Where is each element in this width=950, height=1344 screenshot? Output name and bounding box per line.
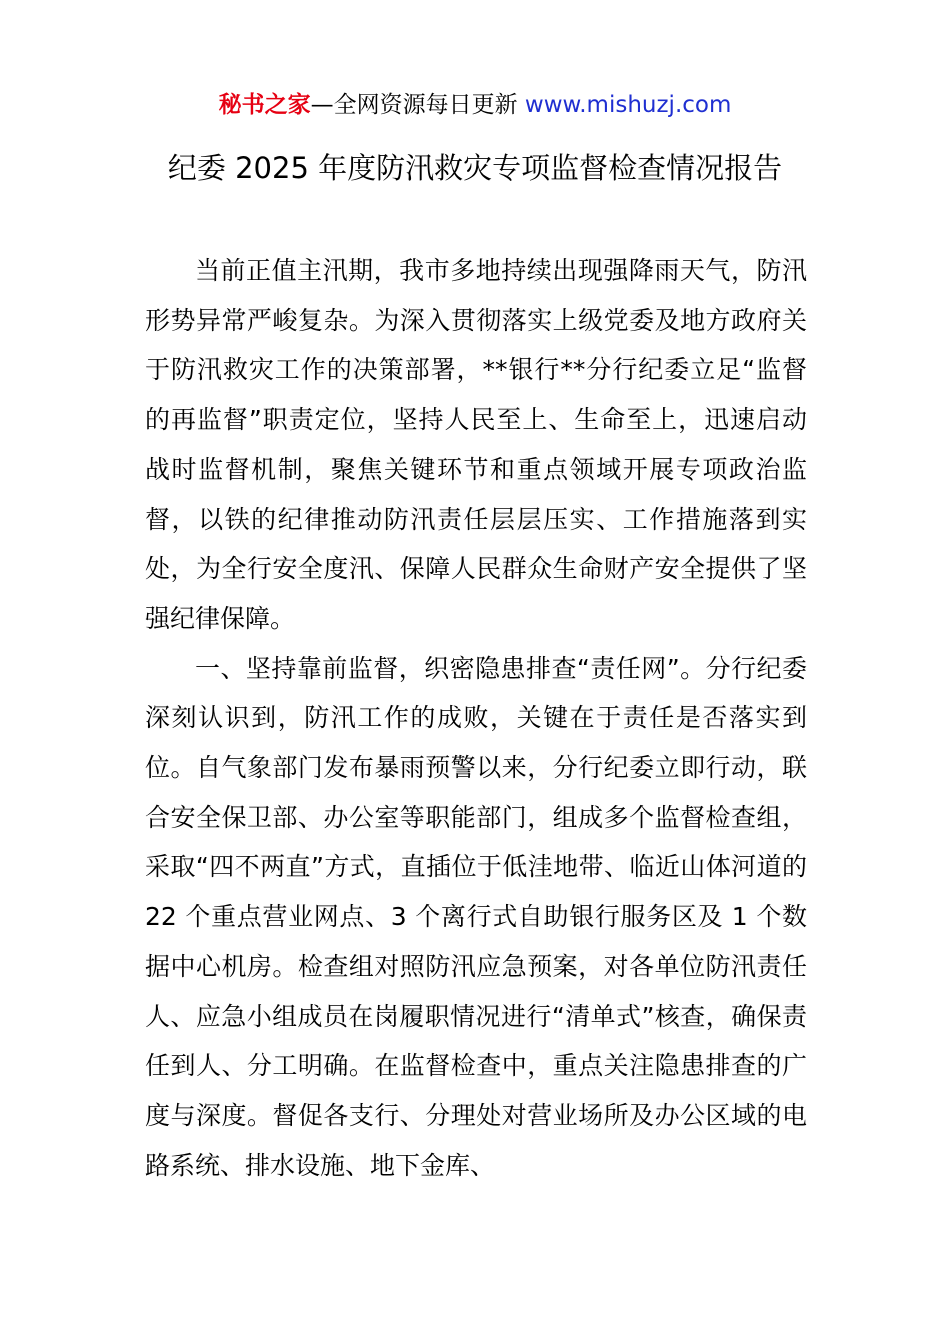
document-title: 纪委 2025 年度防汛救灾专项监督检查情况报告 [167, 151, 783, 185]
site-tagline: —全网资源每日更新 [310, 92, 525, 118]
paragraph-section-one: 一、坚持靠前监督，织密隐患排查“责任网”。分行纪委深刻认识到，防汛工作的成败，关键在于责任是否落实到位。自气象部门发布暴雨预警以来，分行纪委立即行动，联合安全保卫部、办公室等职能部门，组成多个监督检查组，采取“四不两直”方式，直插位于低洼地带、临近山体河道的 22 个重点营业网点、3 个离行式自助银行服务区及 1 个数据中心机房。检查组对照防汛应急预案，对各单位防汛责任人、应急小组成员在岗履职情况进行“清单式”核查，确保责任到人、分工明确。在监督检查中，重点关注隐患排查的广度与深度。督促各支行、分理处对营业场所及办公区域的电路系统、排水设施、地下金库、 [145, 653, 807, 1180]
site-brand: 秘书之家 [218, 92, 311, 118]
site-url-link[interactable]: www.mishuzj.com [524, 92, 732, 118]
paragraph-intro: 当前正值主汛期，我市多地持续出现强降雨天气，防汛形势异常严峻复杂。为深入贯彻落实上级党委及地方政府关于防汛救灾工作的决策部署，**银行**分行纪委立足“监督的再监督”职责定位，坚持人民至上、生命至上，迅速启动战时监督机制，聚焦关键环节和重点领域开展专项政治监督，以铁的纪律推动防汛责任层层压实、工作措施落到实处，为全行安全度汛、保障人民群众生命财产安全提供了坚强纪律保障。 [145, 256, 807, 633]
site-header [0, 88, 950, 122]
document-body [145, 246, 807, 1190]
